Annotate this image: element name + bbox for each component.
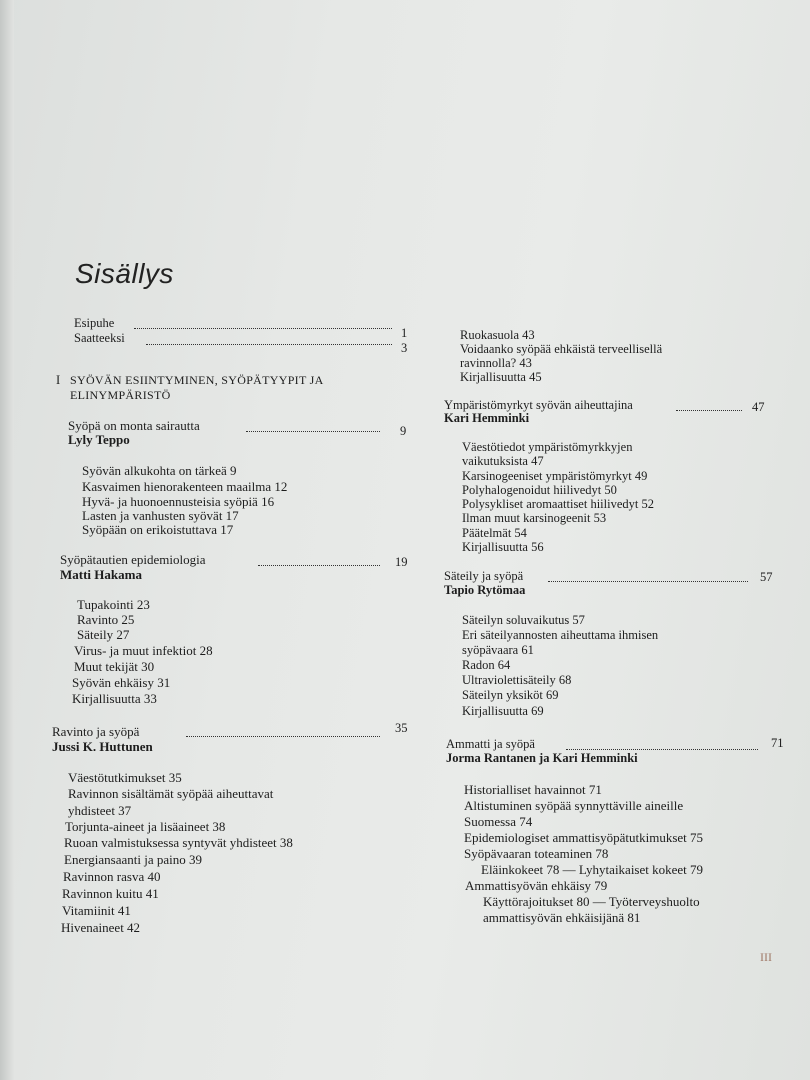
toc-item: Historialliset havainnot 71 <box>464 782 602 797</box>
chapter-title: Ammatti ja syöpä <box>446 737 535 751</box>
page-edge <box>0 0 14 1080</box>
toc-item: Karsinogeeniset ympäristömyrkyt 49 <box>462 469 648 483</box>
chapter-page: 47 <box>752 400 765 414</box>
toc-item: Ravinto 25 <box>77 612 135 627</box>
chapter-page: 71 <box>771 736 784 750</box>
toc-item: Epidemiologiset ammattisyöpätutkimukset 75 <box>464 830 704 845</box>
toc-item: Ravinnon rasva 40 <box>63 869 161 884</box>
toc-item: Kirjallisuutta 45 <box>460 370 542 384</box>
chapter-page: 9 <box>400 424 407 438</box>
toc-item: Ultraviolettisäteily 68 <box>462 673 572 687</box>
toc-item: Päätelmät 54 <box>462 526 527 540</box>
dot-leader <box>246 431 380 432</box>
part-title: ELINYMPÄRISTÖ <box>70 388 171 402</box>
toc-item: ammattisyövän ehkäisijänä 81 <box>483 910 641 925</box>
toc-item: Säteilyn soluvaikutus 57 <box>462 613 585 627</box>
dot-leader <box>134 328 392 329</box>
toc-item: Voidaanko syöpää ehkäistä terveellisellä <box>460 342 663 356</box>
page-number: III <box>760 950 772 964</box>
dot-leader <box>676 410 742 411</box>
toc-item: Hyvä- ja huonoennusteisia syöpiä 16 <box>82 494 275 509</box>
chapter-title: Ympäristömyrkyt syövän aiheuttajina <box>444 398 633 412</box>
page-title: Sisällys <box>75 258 174 289</box>
toc-item: vaikutuksista 47 <box>462 454 544 468</box>
toc-item: Käyttörajoitukset 80 — Työterveyshuolto <box>483 894 700 909</box>
toc-item: Altistuminen syöpää synnyttäville aineille <box>464 798 684 813</box>
toc-item: Säteily 27 <box>77 627 130 642</box>
chapter-page: 35 <box>395 721 408 735</box>
toc-item: Polysykliset aromaattiset hiilivedyt 52 <box>462 497 654 511</box>
toc-item: Eri säteilyannosten aiheuttama ihmisen <box>462 628 659 642</box>
toc-item: ravinnolla? 43 <box>460 356 532 370</box>
toc-item: Väestötutkimukset 35 <box>68 770 182 785</box>
toc-item: Radon 64 <box>462 658 511 672</box>
toc-item: syöpävaara 61 <box>462 643 534 657</box>
toc-item: Syövän ehkäisy 31 <box>72 675 171 690</box>
toc-item: Ammattisyövän ehkäisy 79 <box>465 878 608 893</box>
toc-item: Ruoan valmistuksessa syntyvät yhdisteet 38 <box>64 835 293 850</box>
dot-leader <box>146 344 392 345</box>
toc-item: Energiansaanti ja paino 39 <box>64 852 203 867</box>
chapter-author: Tapio Rytömaa <box>444 583 526 597</box>
toc-entry-page: 3 <box>401 341 408 355</box>
toc-item: Hivenaineet 42 <box>61 920 141 935</box>
toc-item: Kirjallisuutta 33 <box>72 691 157 706</box>
toc-item: yhdisteet 37 <box>68 803 132 818</box>
toc-item: Lasten ja vanhusten syövät 17 <box>82 508 239 523</box>
chapter-page: 57 <box>760 570 773 584</box>
chapter-title: Syöpä on monta sairautta <box>68 418 200 433</box>
toc-item: Ruokasuola 43 <box>460 328 535 342</box>
toc-item: Kasvaimen hienorakenteen maailma 12 <box>82 479 288 494</box>
chapter-author: Kari Hemminki <box>444 411 530 425</box>
toc-item: Ravinnon sisältämät syöpää aiheuttavat <box>68 786 274 801</box>
chapter-author: Lyly Teppo <box>68 432 130 447</box>
toc-item: Polyhalogenoidut hiilivedyt 50 <box>462 483 617 497</box>
part-number: I <box>56 373 61 387</box>
toc-item: Kirjallisuutta 56 <box>462 540 544 554</box>
chapter-author: Matti Hakama <box>60 567 142 582</box>
dot-leader <box>548 581 748 582</box>
toc-item: Tupakointi 23 <box>77 597 150 612</box>
toc-item: Kirjallisuutta 69 <box>462 704 544 718</box>
chapter-author: Jussi K. Huttunen <box>52 739 153 754</box>
chapter-title: Säteily ja syöpä <box>444 569 524 583</box>
toc-item: Suomessa 74 <box>464 814 533 829</box>
chapter-title: Ravinto ja syöpä <box>52 724 140 739</box>
toc-entry-label: Esipuhe <box>74 316 115 330</box>
chapter-author: Jorma Rantanen ja Kari Hemminki <box>446 751 638 765</box>
toc-item: Syövän alkukohta on tärkeä 9 <box>82 463 237 478</box>
chapter-page: 19 <box>395 555 408 569</box>
toc-item: Ilman muut karsinogeenit 53 <box>462 511 607 525</box>
toc-entry-page: 1 <box>401 326 408 340</box>
toc-item: Vitamiinit 41 <box>62 903 131 918</box>
dot-leader <box>258 565 380 566</box>
dot-leader <box>186 736 380 737</box>
toc-item: Eläinkokeet 78 — Lyhytaikaiset kokeet 79 <box>481 862 704 877</box>
toc-item: Torjunta-aineet ja lisäaineet 38 <box>65 819 226 834</box>
toc-item: Ravinnon kuitu 41 <box>62 886 159 901</box>
toc-item: Väestötiedot ympäristömyrkkyjen <box>462 440 633 454</box>
toc-item: Muut tekijät 30 <box>74 659 155 674</box>
part-title: SYÖVÄN ESIINTYMINEN, SYÖPÄTYYPIT JA <box>70 373 324 387</box>
dot-leader <box>566 749 758 750</box>
toc-item: Säteilyn yksiköt 69 <box>462 688 559 702</box>
toc-entry-label: Saatteeksi <box>74 331 125 345</box>
toc-item: Virus- ja muut infektiot 28 <box>74 643 213 658</box>
chapter-title: Syöpätautien epidemiologia <box>60 552 206 567</box>
toc-item: Syöpään on erikoistuttava 17 <box>82 522 234 537</box>
toc-item: Syöpävaaran toteaminen 78 <box>464 846 609 861</box>
